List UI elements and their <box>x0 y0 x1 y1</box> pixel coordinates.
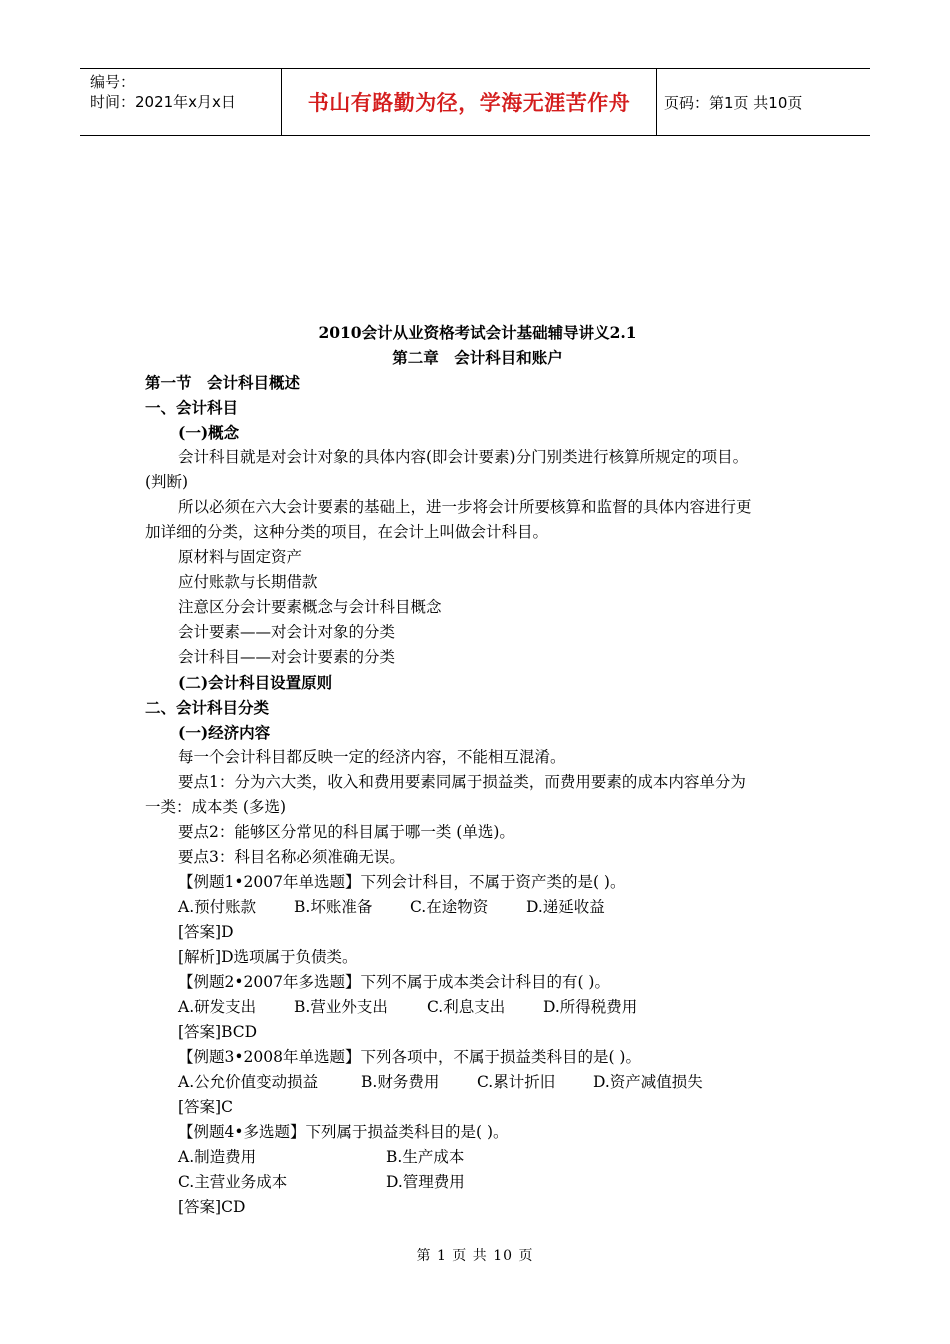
subheading-economic-content: (一)经济内容 <box>178 723 271 742</box>
header-table <box>80 68 870 136</box>
answer: [答案]D <box>178 923 234 941</box>
paragraph: 会计科目——对会计要素的分类 <box>178 648 396 666</box>
answer: [答案]BCD <box>178 1023 258 1041</box>
paragraph: 每一个会计科目都反映一定的经济内容，不能相互混淆。 <box>178 748 566 766</box>
paragraph: 要点3：科目名称必须准确无误。 <box>178 848 405 866</box>
paragraph: 要点2：能够区分常见的科目属于哪一类 (单选)。 <box>178 823 515 841</box>
answer: [答案]CD <box>178 1198 246 1216</box>
document-title: 2010会计从业资格考试会计基础辅导讲义2.1 <box>318 323 637 342</box>
explanation: [解析]D选项属于负债类。 <box>178 948 358 966</box>
question-2-options <box>145 995 810 1020</box>
question-2: 【例题2•2007年多选题】下列不属于成本类会计科目的有( )。 <box>178 973 610 991</box>
document-time-label: 时间：2021年x月x日 <box>90 93 236 111</box>
option: C.主营业务成本 <box>178 1173 288 1191</box>
option: D.资产减值损失 <box>593 1073 703 1091</box>
paragraph: 会计科目就是对会计对象的具体内容(即会计要素)分门别类进行核算所规定的项目。 <box>178 448 749 466</box>
header-motto: 书山有路勤为径，学海无涯苦作舟 <box>281 69 657 135</box>
paragraph: 一类：成本类 (多选) <box>145 798 287 816</box>
answer: [答案]C <box>178 1098 233 1116</box>
page-footer: 第 1 页 共 10 页 <box>416 1248 534 1264</box>
option: A.研发支出 <box>178 998 257 1016</box>
option: C.累计折旧 <box>477 1073 556 1091</box>
paragraph: (判断) <box>145 473 189 491</box>
paragraph: 会计要素——对会计对象的分类 <box>178 623 396 641</box>
paragraph: 原材料与固定资产 <box>178 548 303 566</box>
document-body <box>145 320 810 1220</box>
paragraph: 所以必须在六大会计要素的基础上，进一步将会计所要核算和监督的具体内容进行更 <box>178 498 752 516</box>
document-number-label: 编号： <box>90 73 136 91</box>
subheading-concept: (一)概念 <box>178 423 240 442</box>
question-1: 【例题1•2007年单选题】下列会计科目，不属于资产类的是( )。 <box>178 873 626 891</box>
subheading-principles: (二)会计科目设置原则 <box>178 673 333 692</box>
question-4-options-row1 <box>145 1145 810 1170</box>
chapter-heading: 第二章 会计科目和账户 <box>392 348 563 367</box>
option: A.预付账款 <box>178 898 257 916</box>
option: D.管理费用 <box>386 1173 465 1191</box>
option: B.财务费用 <box>361 1073 440 1091</box>
header-page-info: 页码：第1页 共10页 <box>664 93 803 112</box>
question-1-options <box>145 895 810 920</box>
option: D.所得税费用 <box>543 998 638 1016</box>
option: B.生产成本 <box>386 1148 465 1166</box>
question-3-options <box>145 1070 810 1095</box>
question-4: 【例题4•多选题】下列属于损益类科目的是( )。 <box>178 1123 509 1141</box>
option: D.递延收益 <box>526 898 605 916</box>
paragraph: 要点1：分为六大类，收入和费用要素同属于损益类，而费用要素的成本内容单分为 <box>178 773 746 791</box>
option: C.利息支出 <box>427 998 506 1016</box>
option: B.坏账准备 <box>294 898 373 916</box>
question-3: 【例题3•2008年单选题】下列各项中，不属于损益类科目的是( )。 <box>178 1048 641 1066</box>
heading-classification: 二、会计科目分类 <box>145 698 270 717</box>
question-4-options-row2 <box>145 1170 810 1195</box>
paragraph: 注意区分会计要素概念与会计科目概念 <box>178 598 442 616</box>
option: B.营业外支出 <box>294 998 388 1016</box>
option: A.公允价值变动损益 <box>178 1073 319 1091</box>
header-meta-cell <box>80 69 281 135</box>
paragraph: 应付账款与长期借款 <box>178 573 318 591</box>
section-heading: 第一节 会计科目概述 <box>145 373 301 392</box>
paragraph: 加详细的分类，这种分类的项目，在会计上叫做会计科目。 <box>145 523 549 541</box>
heading-accounting-subjects: 一、会计科目 <box>145 398 239 417</box>
option: A.制造费用 <box>178 1148 257 1166</box>
option: C.在途物资 <box>410 898 489 916</box>
